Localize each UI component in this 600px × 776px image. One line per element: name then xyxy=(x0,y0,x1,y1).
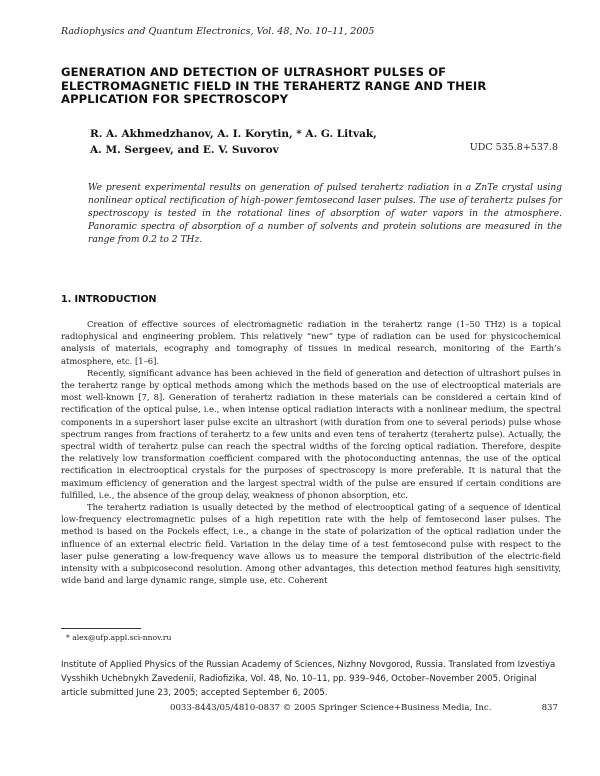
udc-code: UDC 535.8+537.8 xyxy=(469,142,558,153)
abstract: We present experimental results on generation of pulsed terahertz radiation in a ZnTe crystal using nonlinear optical rectification of high-power femtosecond laser pulses. The use of terahertz pulses for spectroscopy is tested in the rotational lines of absorption of water vapors in the atmosphere. Panoramic spectra of absorption of a number of solvents and protein solutions are measured in the range from 0.2 to 2 THz. xyxy=(88,183,562,246)
footnote-email: * alex@ufp.appl.sci-nnov.ru xyxy=(66,633,172,642)
authors-line-2: A. M. Sergeev, and E. V. Suvorov xyxy=(90,144,279,156)
authors-line-1: R. A. Akhmedzhanov, A. I. Korytin, * A. G. Litvak, xyxy=(90,128,377,140)
footnote-divider xyxy=(61,628,141,629)
introduction-body xyxy=(61,318,561,586)
authors xyxy=(90,126,390,158)
copyright-line: 0033-8443/05/4810-0837 © 2005 Springer Science+Business Media, Inc. xyxy=(170,703,492,713)
running-head: Radiophysics and Quantum Electronics, Vol. 48, No. 10–11, 2005 xyxy=(61,26,375,37)
paragraph-2: Recently, significant advance has been achieved in the field of generation and detection of ultrashort pulses in the terahertz range by optical methods among which the methods based on the use of electrooptical materials are most well-known [7, 8]. Generation of terahertz radiation in these materials can be considered a certain kind of rectification of the optical pulse, i.e., when intense optical radiation interacts with a nonlinear medium, the spectral components in a supershort laser pulse excite an ultrashort (with duration from one to several periods) pulse whose spectrum ranges from fractions of terahertz to a few units and even tens of terahertz (terahertz pulse). Actually, the spectral width of terahertz pulse can reach the spectral widths of the forcing optical radiation. Therefore, despite the relatively low transformation coefficient compared with the photoconducting antennas, the use of the optical rectification in electrooptical crystals for the purposes of spectroscopy is more preferable. It is natural that the maximum efficiency of generation and the largest spectral width of the pulse are ensured if certain conditions are fulfilled, i.e., the absence of the group delay, weakness of phonon absorption, etc. xyxy=(61,367,561,500)
paragraph-1: Creation of effective sources of electromagnetic radiation in the terahertz range (1–50 THz) is a topical radiophysical and engineering problem. This relatively “new” type of radiation can be used for physicochemical analysis of materials, ecography and tomography of tissues in medical research, monitoring of the Earth’s atmosphere, etc. [1–6]. xyxy=(61,319,561,366)
paragraph-3: The terahertz radiation is usually detected by the method of electrooptical gating of a sequence of identical low-frequency electromagnetic pulses of a high repetition rate with the help of femtosecond laser pulses. The method is based on the Pockels effect, i.e., a change in the state of polarization of the optical radiation under the influence of an external electric field. Variation in the delay time of a test femtosecond pulse with respect to the laser pulse generating a low-frequency wave allows us to measure the temporal distribution of the electric-field intensity with a subpicosecond resolution. Among other advantages, this detection method features high sensitivity, wide band and large dynamic range, simple use, etc. Coherent xyxy=(61,502,561,586)
page-number: 837 xyxy=(541,703,558,713)
section-heading-introduction: 1. INTRODUCTION xyxy=(61,294,157,305)
article-title: GENERATION AND DETECTION OF ULTRASHORT PULSES OF ELECTROMAGNETIC FIELD IN THE TERAHERTZ RANGE AND THEIR APPLICATION FOR SPECTROSCOPY xyxy=(61,65,487,106)
institution-note: Institute of Applied Physics of the Russian Academy of Sciences, Nizhny Novgorod, Russia. Translated from Izvestiya Vysshikh Uchebnykh Zavedenii, Radiofizika, Vol. 48, No. 10–11, pp. 939–946, October–November 2005. Original article submitted June 23, 2005; accepted September 6, 2005. xyxy=(61,660,556,699)
